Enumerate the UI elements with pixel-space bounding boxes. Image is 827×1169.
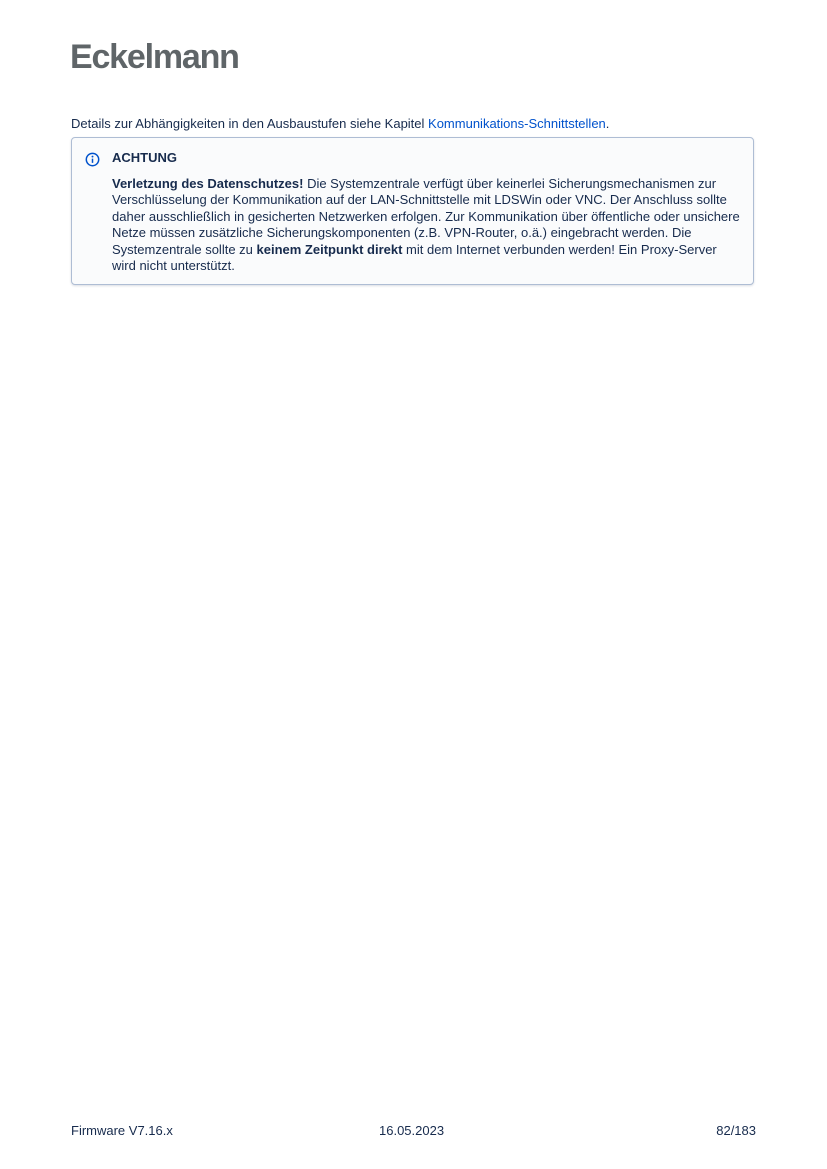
communication-interfaces-link[interactable]: Kommunikations-Schnittstellen [428, 116, 606, 131]
warning-bold-lead: Verletzung des Datenschutzes! [112, 176, 304, 191]
warning-text-part-2: mit dem Internet verbunden werden! Ein Proxy-Server wird nicht unterstützt. [112, 241, 717, 274]
intro-period: . [605, 116, 610, 131]
warning-bold-emphasis: keinem Zeitpunkt direkt [256, 241, 403, 257]
eckelmann-logo: Eckelmann [70, 38, 239, 76]
warning-text [112, 176, 742, 274]
footer-page-number: 82/183 [716, 1123, 756, 1138]
info-icon [85, 152, 100, 167]
intro-text: Details zur Abhängigkeiten in den Ausbaustufen siehe Kapitel [71, 116, 429, 131]
footer-firmware: Firmware V7.16.x [71, 1123, 173, 1138]
footer-date: 16.05.2023 [379, 1123, 445, 1138]
intro-paragraph [71, 116, 609, 131]
warning-panel [71, 137, 754, 285]
warning-title: ACHTUNG [112, 150, 177, 165]
warning-text-part-1: Die Systemzentrale verfügt über keinerlei Sicherungsmechanismen zur Verschlüsselung der Kommunikation auf der LAN-Schnittstelle mit LDSWin oder VNC. Der Anschluss sollte daher ausschließlich in gesicherten Netzwerken erfolgen. Zur Kommunikation über öffentliche oder unsichere Netze müssen zusätzliche Sicherungskomponenten (z.B. VPN-Router, o.ä.) eingebracht werden. Die Systemzentrale sollte zu [112, 176, 740, 257]
